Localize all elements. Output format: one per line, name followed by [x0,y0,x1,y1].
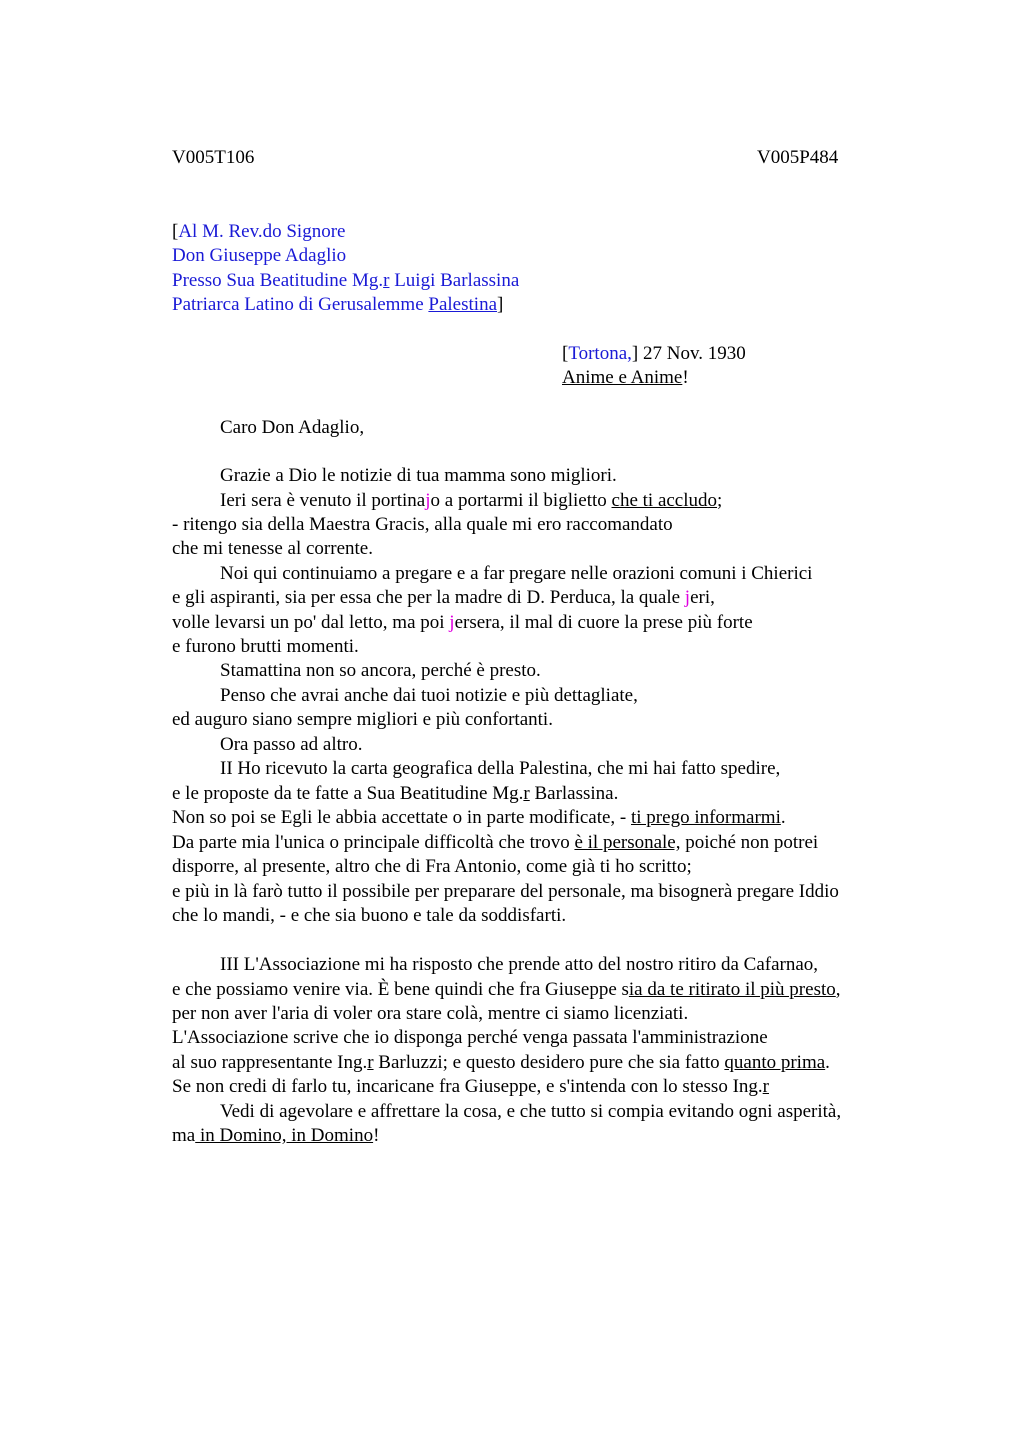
body-line [172,611,753,635]
text: Ieri sera è venuto il portina [220,490,426,511]
underlined-text: è il personale, [574,832,681,853]
address-line-2: Don Giuseppe Adaglio [172,245,347,266]
text: o a portarmi il biglietto [430,490,612,511]
body-line: che lo mandi, - e che sia buono e tale da soddisfarti. [172,905,567,926]
address-line-3 [172,269,519,293]
text: e che possiamo venire via. È bene quindi che fra Giuseppe s [172,979,629,1000]
text: eri, [690,587,715,608]
text: al suo rappresentante Ing. [172,1052,368,1073]
text: ersera, il mal di cuore la prese più forte [454,612,753,633]
body-line: Stamattina non so ancora, perché è presto. [220,660,541,681]
body-line: per non aver l'aria di voler ora stare colà, mentre ci siamo licenziati. [172,1003,689,1024]
motto: Anime e Anime [562,367,683,388]
body-line [172,978,841,1002]
underlined-text: ia da te ritirato il più presto [628,979,836,1000]
body-line: II Ho ricevuto la carta geografica della Palestina, che mi hai fatto spedire, [220,758,781,779]
highlighted-letter: j [449,612,455,633]
body-line: Penso che avrai anche dai tuoi notizie e più dettagliate, [220,685,638,706]
text: . [825,1052,830,1073]
header-right-code: V005P484 [757,147,839,168]
body-line [172,586,715,610]
address-abbrev: r [383,270,390,291]
header-left-code: V005T106 [172,147,255,168]
highlighted-letter: j [425,490,431,511]
body-line [172,1124,379,1148]
body-line [172,1075,769,1099]
text: Non so poi se Egli le abbia accettate o in parte modificate, - [172,807,631,828]
address-line-4: Patriarca Latino di Gerusalemme Palestina] [172,294,504,315]
body-line: e più in là farò tutto il possibile per preparare del personale, ma bisognerà pregare Iddio [172,881,839,902]
body-line: ed auguro siano sempre migliori e più confortanti. [172,709,553,730]
body-line: - ritengo sia della Maestra Gracis, alla quale mi ero raccomandato [172,514,673,535]
body-line: III L'Associazione mi ha risposto che prende atto del nostro ritiro da Cafarnao, [220,954,819,975]
dateline-date: 27 Nov. 1930 [638,343,746,364]
text: Se non credi di farlo tu, incaricane fra Giuseppe, e s'intenda con lo stesso Ing. [172,1076,763,1097]
body-line [172,806,786,830]
underlined-text: in Domino, in Domino [195,1125,374,1146]
address-text: Al M. Rev.do Signore [178,221,346,242]
body-line: L'Associazione scrive che io disponga perché venga passata l'amministrazione [172,1027,768,1048]
body-line [172,782,618,806]
body-line: Grazie a Dio le notizie di tua mamma sono migliori. [220,465,617,486]
text: Da parte mia l'unica o principale difficoltà che trovo [172,832,575,853]
text: volle levarsi un po' dal letto, ma poi [172,612,450,633]
text: e gli aspiranti, sia per essa che per la madre di D. Perduca, la quale [172,587,685,608]
motto-line: Anime e Anime! [562,367,689,388]
underlined-text: che ti accludo [611,490,718,511]
underlined-text: r [523,783,530,804]
address-place: Palestina [428,294,498,315]
body-line: Ora passo ad altro. [220,734,363,755]
body-line: Vedi di agevolare e affrettare la cosa, e che tutto si compia evitando ogni asperità, [220,1101,842,1122]
address-text: Luigi Barlassina [389,270,520,291]
text: ! [373,1125,380,1146]
underlined-text: quanto prima [724,1052,826,1073]
text: , [835,979,841,1000]
address-text: Presso Sua Beatitudine Mg. [172,270,384,291]
text: ma [172,1125,196,1146]
text: poiché non potrei [680,832,819,853]
text: . [780,807,786,828]
text: Barluzzi; e questo desidero pure che sia fatto [373,1052,725,1073]
body-line [220,489,722,513]
body-line [172,1051,830,1075]
dateline: [Tortona,] 27 Nov. 1930 [562,343,746,364]
body-line: e furono brutti momenti. [172,636,359,657]
underlined-text: r [762,1076,769,1097]
underlined-text: ti prego informarmi [631,807,781,828]
highlighted-letter: j [684,587,691,608]
body-line: che mi tenesse al corrente. [172,538,373,559]
body-line: Noi qui continuiamo a pregare e a far pregare nelle orazioni comuni i Chierici [220,563,813,584]
body-line [172,831,818,855]
text: ; [717,490,723,511]
greeting: Caro Don Adaglio, [220,417,365,438]
underlined-text: r [367,1052,374,1073]
address-line-1: [Al M. Rev.do Signore [172,221,346,242]
text: e le proposte da te fatte a Sua Beatitudine Mg. [172,783,524,804]
text: Barlassina. [529,783,619,804]
dateline-place: Tortona, [568,343,632,364]
body-line: disporre, al presente, altro che di Fra Antonio, come già ti ho scritto; [172,856,692,877]
address-text: Patriarca Latino di Gerusalemme [172,294,429,315]
